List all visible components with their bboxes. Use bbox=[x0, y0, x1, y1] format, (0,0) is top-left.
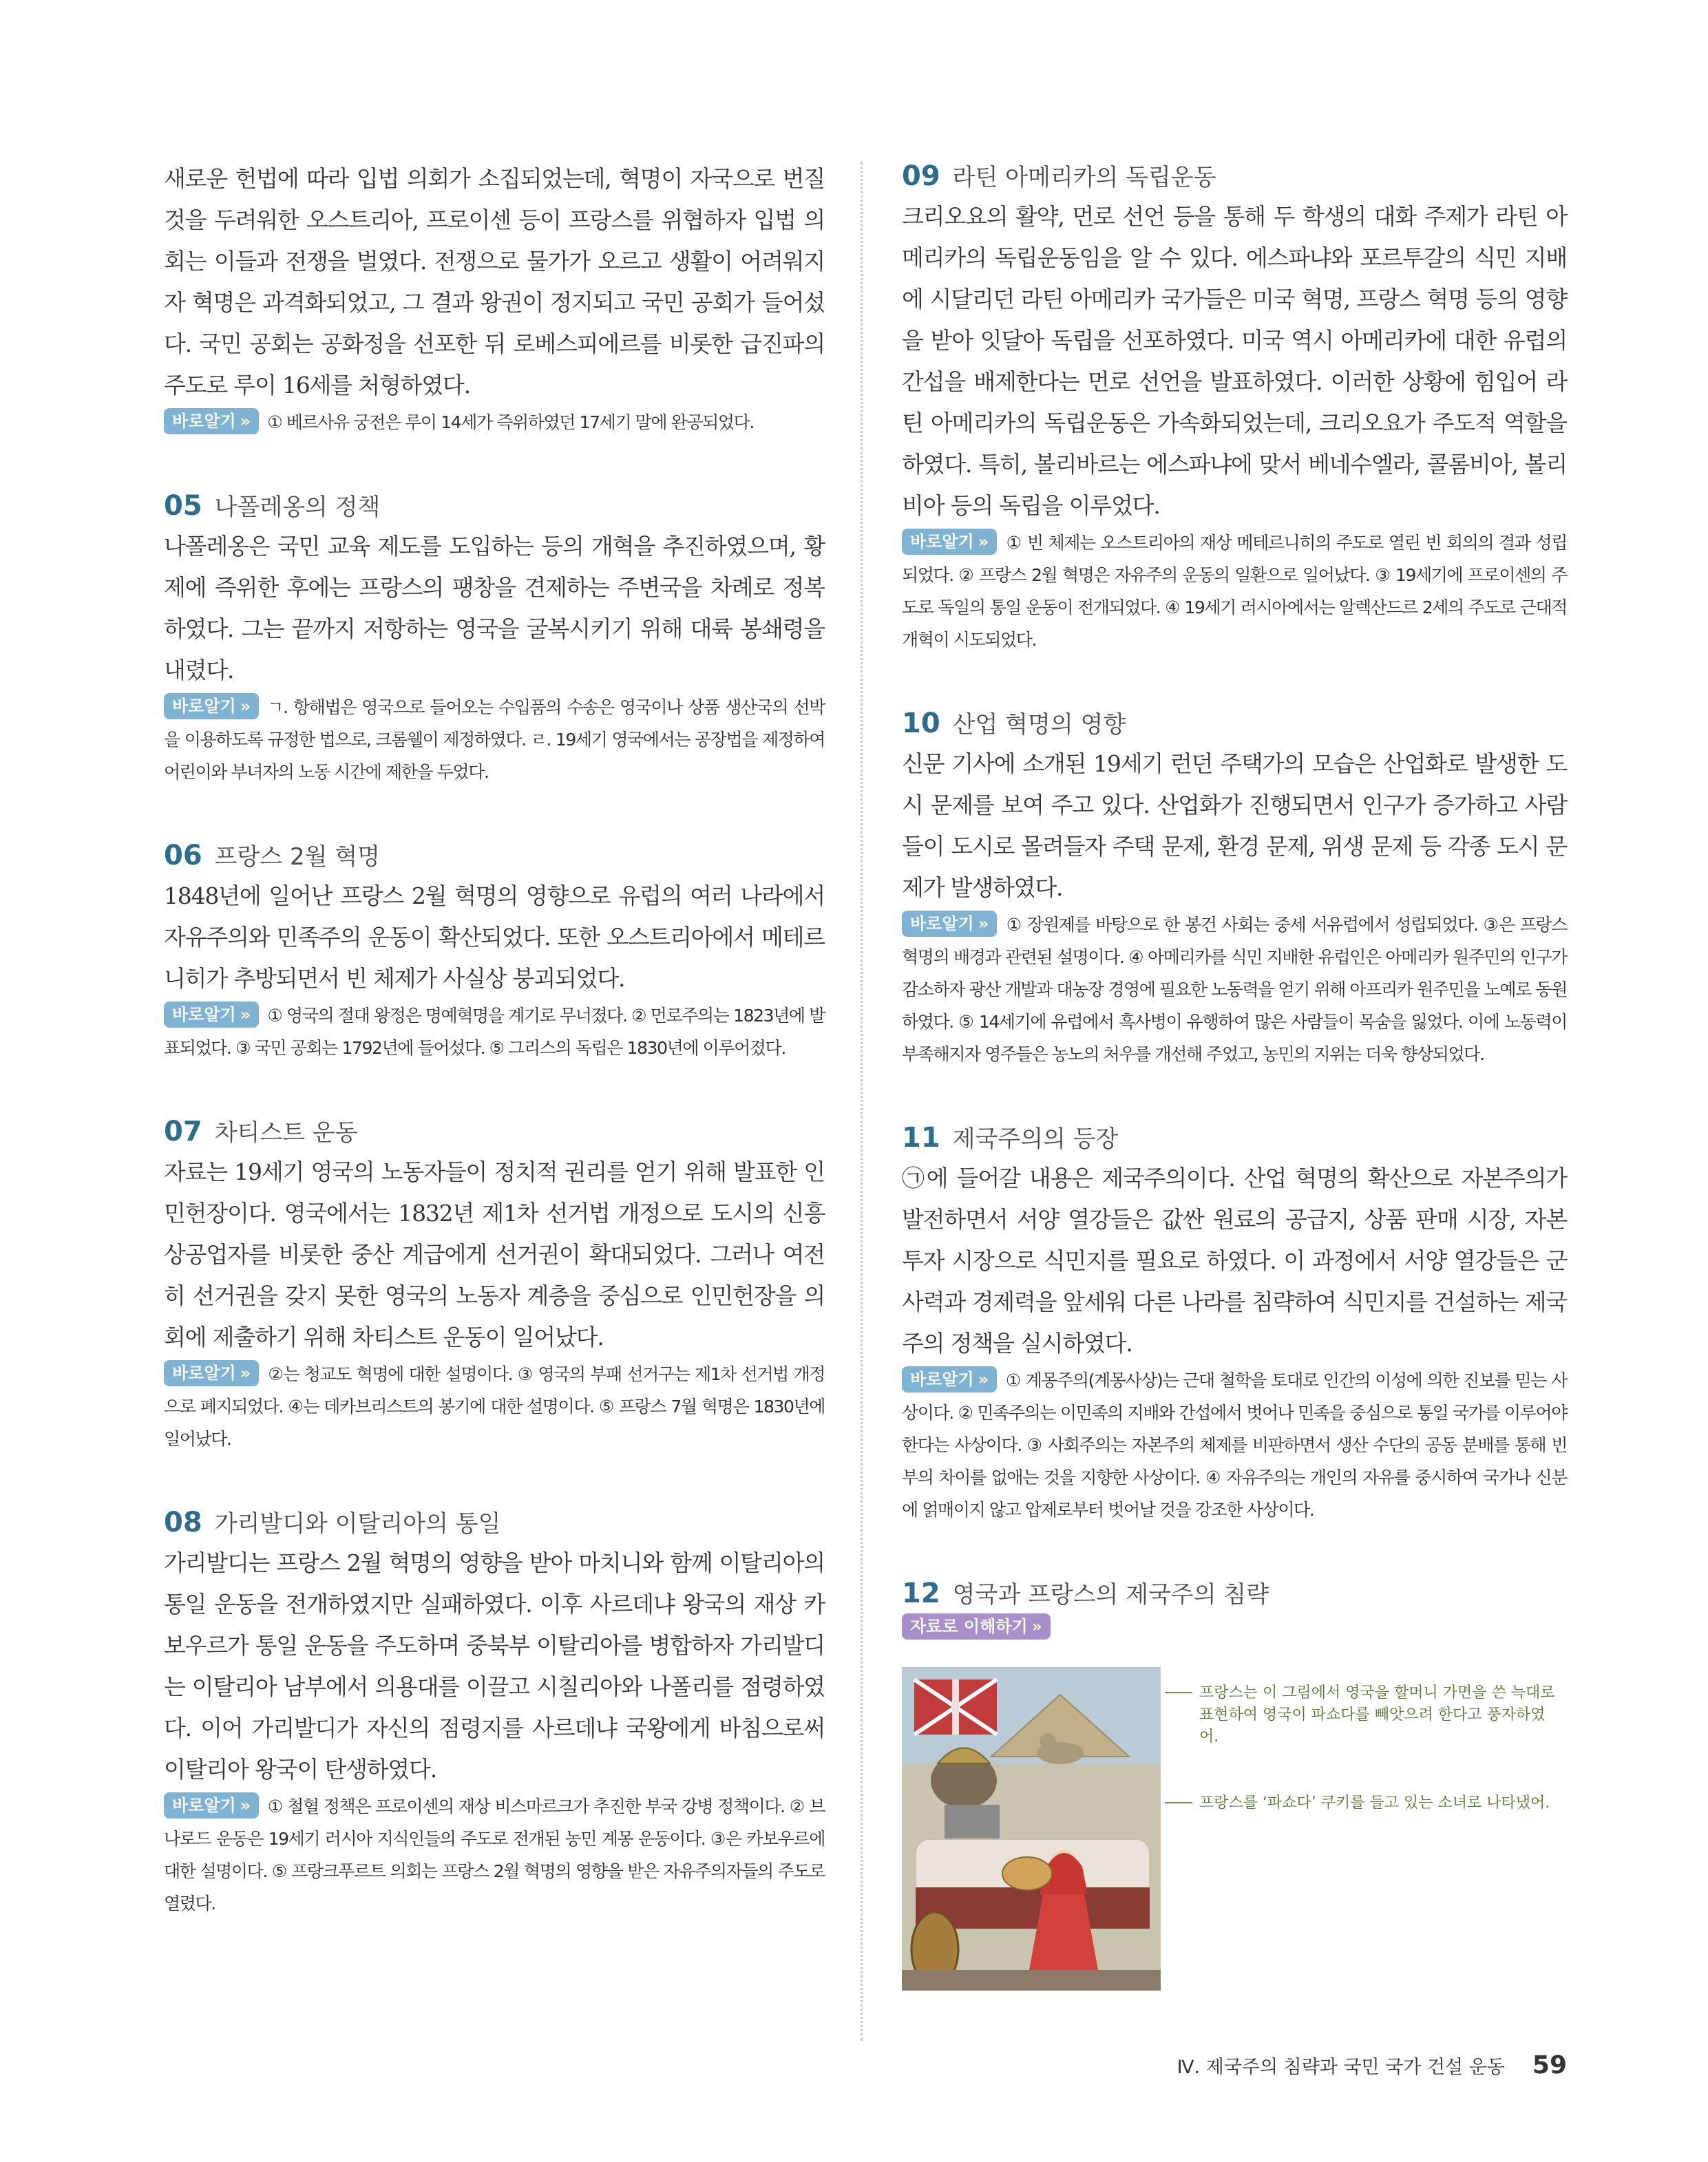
double-chevron-icon: » bbox=[240, 1005, 251, 1024]
section-09 bbox=[902, 158, 1567, 656]
barun-algi-badge: 바로알기 » bbox=[164, 693, 259, 719]
barun-algi-badge: 바로알기 » bbox=[902, 529, 997, 555]
double-chevron-icon: » bbox=[240, 697, 251, 716]
intro-note: 바로알기 » ① 베르사유 궁전은 루이 14세가 즉위하였던 17세기 말에 완공되었다. bbox=[164, 406, 825, 438]
double-chevron-icon: » bbox=[1031, 1616, 1042, 1636]
section-text: 자료는 19세기 영국의 노동자들이 정치적 권리를 얻기 위해 발표한 인민헌장이다. 영국에서는 1832년 제1차 선거법 개정으로 도시의 신흥 상공업자를 비롯한 중산 계급에게 선거권이 확대되었다. 그러나 여전히 선거권을 갖지 못한 영국의 노동자 계층을 중심으로 인민헌장을 의회에 제출하기 위해 차티스트 운동이 일어났다. bbox=[164, 1158, 825, 1350]
section-title: 제국주의의 등장 bbox=[952, 1125, 1119, 1153]
section-text: 신문 기사에 소개된 19세기 런던 주택가의 모습은 산업화로 발생한 도시 문제를 보여 주고 있다. 산업화가 진행되면서 인구가 증가하고 사람들이 도시로 몰려들자 주택 문제, 환경 문제, 위생 문제 등 각종 도시 문제가 발생하였다. bbox=[902, 750, 1567, 901]
section-note: 바로알기 » ① 계몽주의(계몽사상)는 근대 철학을 토대로 인간의 이성에 의한 진보를 믿는 사상이다. ② 민족주의는 이민족의 지배와 간섭에서 벗어나 민족을 중심으로 통일 국가를 이루어야 한다는 사상이다. ③ 사회주의는 자본주의 체제를 비판하면서 생산 수단의 공동 분배를 통해 빈부의 차이를 없애는 것을 지향한 사상이다. ④ 자유주의는 개인의 자유를 중시하여 국가나 신분에 얽매이지 않고 압제로부터 벗어날 것을 강조한 사상이다. bbox=[902, 1364, 1567, 1526]
cartoon-illustration bbox=[902, 1667, 1161, 1991]
section-number: 11 bbox=[902, 1122, 940, 1154]
section-number: 09 bbox=[902, 160, 940, 192]
section-number: 07 bbox=[164, 1116, 202, 1147]
section-title: 나폴레옹의 정책 bbox=[214, 494, 381, 521]
section-note: 바로알기 » ②는 청교도 혁명에 대한 설명이다. ③ 영국의 부패 선거구는 제1차 선거법 개정으로 폐지되었다. ④는 데카브리스트의 봉기에 대한 설명이다. ⑤ 프랑스 7월 혁명은 1830년에 일어났다. bbox=[164, 1358, 825, 1455]
double-chevron-icon: » bbox=[978, 1370, 989, 1389]
double-chevron-icon: » bbox=[978, 914, 989, 933]
intro-section bbox=[164, 158, 825, 438]
section-title: 산업 혁명의 영향 bbox=[952, 711, 1126, 739]
intro-text: 새로운 헌법에 따라 입법 의회가 소집되었는데, 혁명이 자국으로 번질 것을 두려워한 오스트리아, 프로이센 등이 프랑스를 위협하자 입법 의회는 이들과 전쟁을 벌였다. 전쟁으로 물가가 오르고 생활이 어려워지자 혁명은 과격화되었고, 그 결과 왕권이 정지되고 국민 공회가 들어섰다. 국민 공회는 공화정을 선포한 뒤 로베스피에르를 비롯한 급진파의 주도로 루이 16세를 처형하였다. bbox=[164, 165, 825, 399]
source-badge: 자료로 이해하기 » bbox=[902, 1613, 1051, 1640]
double-chevron-icon: » bbox=[978, 532, 989, 551]
double-chevron-icon: » bbox=[240, 412, 251, 431]
section-title: 라틴 아메리카의 독립운동 bbox=[952, 164, 1216, 191]
section-text: 크리오요의 활약, 먼로 선언 등을 통해 두 학생의 대화 주제가 라틴 아메리카의 독립운동임을 알 수 있다. 에스파냐와 포르투갈의 식민 지배에 시달리던 라틴 아메리카 국가들은 미국 혁명, 프랑스 혁명 등의 영향을 받아 잇달아 독립을 선포하였다. 미국 역시 아메리카에 대한 유럽의 간섭을 배제한다는 먼로 선언을 발표하였다. 이러한 상황에 힘입어 라틴 아메리카의 독립운동은 가속화되었는데, 크리오요가 주도적 역할을 하였다. 특히, 볼리바르는 에스파냐에 맞서 베네수엘라, 콜롬비아, 볼리비아 등의 독립을 이루었다. bbox=[902, 203, 1567, 519]
double-chevron-icon: » bbox=[240, 1796, 251, 1815]
double-chevron-icon: » bbox=[240, 1364, 251, 1383]
section-text: 1848년에 일어난 프랑스 2월 혁명의 영향으로 유럽의 여러 나라에서 자유주의와 민족주의 운동이 확산되었다. 또한 오스트리아에서 메테르니히가 추방되면서 빈 체제가 사실상 붕괴되었다. bbox=[164, 882, 825, 992]
barun-algi-badge: 바로알기 » bbox=[902, 1366, 997, 1392]
fashoda-cartoon-image bbox=[902, 1667, 1161, 1991]
section-note: 바로알기 » ① 장원제를 바탕으로 한 봉건 사회는 중세 서유럽에서 성립되었다. ③은 프랑스 혁명의 배경과 관련된 설명이다. ④ 아메리카를 식민 지배한 유럽인은 아메리카 원주민의 인구가 감소하자 광산 개발과 대농장 경영에 필요한 노동력을 얻기 위해 아프리카 원주민을 노예로 동원하였다. ⑤ 14세기에 유럽에서 흑사병이 유행하여 많은 사람들이 목숨을 잃었다. 이에 노동력이 부족해지자 영주들은 농노의 처우를 개선해 주었고, 농민의 지위는 더욱 향상되었다. bbox=[902, 909, 1567, 1070]
barun-algi-badge: 바로알기 » bbox=[164, 1360, 259, 1386]
section-note: 바로알기 » ① 철혈 정책은 프로이센의 재상 비스마르크가 추진한 부국 강병 정책이다. ② 브나로드 운동은 19세기 러시아 지식인들의 주도로 전개된 농민 계몽 운동이다. ③은 카보우르에 대한 설명이다. ⑤ 프랑크푸르트 의회는 프랑스 2월 혁명의 영향을 받은 자유주의자들의 주도로 열렸다. bbox=[164, 1790, 825, 1920]
section-text: ㉠에 들어갈 내용은 제국주의이다. 산업 혁명의 확산으로 자본주의가 발전하면서 서양 열강들은 값싼 원료의 공급지, 상품 판매 시장, 자본 투자 시장으로 식민지를 필요로 하였다. 이 과정에서 서양 열강들은 군사력과 경제력을 앞세워 다른 나라를 침략하여 식민지를 건설하는 제국주의 정책을 실시하였다. bbox=[902, 1165, 1567, 1357]
section-text: 나폴레옹은 국민 교육 제도를 도입하는 등의 개혁을 추진하였으며, 황제에 즉위한 후에는 프랑스의 팽창을 견제하는 주변국을 차례로 정복하였다. 그는 끝까지 저항하는 영국을 굴복시키기 위해 대륙 봉쇄령을 내렸다. bbox=[164, 533, 825, 683]
barun-algi-badge: 바로알기 » bbox=[164, 1792, 259, 1819]
callout-girl: 프랑스를 ‘파쇼다’ 쿠키를 들고 있는 소녀로 나타냈어. bbox=[1170, 1792, 1556, 1814]
section-title: 프랑스 2월 혁명 bbox=[214, 843, 380, 871]
section-11 bbox=[902, 1120, 1567, 1526]
chapter-title: Ⅳ. 제국주의 침략과 국민 국가 건설 운동 bbox=[1177, 2057, 1505, 2078]
section-title: 가리발디와 이탈리아의 통일 bbox=[214, 1510, 501, 1538]
section-note: 바로알기 » ① 영국의 절대 왕정은 명예혁명을 계기로 무너졌다. ② 먼로주의는 1823년에 발표되었다. ③ 국민 공회는 1792년에 들어섰다. ⑤ 그리스의 독립은 1830년에 이루어졌다. bbox=[164, 999, 825, 1064]
section-number: 10 bbox=[902, 708, 940, 739]
section-08 bbox=[164, 1505, 825, 1920]
column-divider bbox=[861, 162, 863, 2041]
section-number: 05 bbox=[164, 490, 202, 522]
page-footer bbox=[1177, 2051, 1567, 2079]
page-number: 59 bbox=[1532, 2051, 1567, 2079]
section-note: 바로알기 » ㄱ. 항해법은 영국으로 들어오는 수입품의 수송은 영국이나 상품 생산국의 선박을 이용하도록 규정한 법으로, 크롬웰이 제정하였다. ㄹ. 19세기 영국에서는 공장법을 제정하여 어린이와 부녀자의 노동 시간에 제한을 두었다. bbox=[164, 691, 825, 788]
section-number: 12 bbox=[902, 1578, 940, 1609]
right-column bbox=[902, 158, 1567, 2013]
callout-wolf: 프랑스는 이 그림에서 영국을 할머니 가면을 쓴 늑대로 표현하여 영국이 파쇼다를 빼앗으려 한다고 풍자하였어. bbox=[1170, 1682, 1556, 1748]
section-title: 차티스트 운동 bbox=[214, 1119, 358, 1147]
section-07 bbox=[164, 1114, 825, 1455]
barun-algi-badge: 바로알기 » bbox=[164, 408, 259, 434]
section-10 bbox=[902, 706, 1567, 1070]
section-number: 06 bbox=[164, 840, 202, 871]
section-title: 영국과 프랑스의 제국주의 침략 bbox=[952, 1581, 1269, 1609]
barun-algi-badge: 바로알기 » bbox=[902, 911, 997, 937]
section-05 bbox=[164, 488, 825, 788]
section-note: 바로알기 » ① 빈 체제는 오스트리아의 재상 메테르니히의 주도로 열린 빈 회의의 결과 성립되었다. ② 프랑스 2월 혁명은 자유주의 운동의 일환으로 일어났다. ③ 19세기에 프로이센의 주도로 독일의 통일 운동이 전개되었다. ④ 19세기 러시아에서는 알렉산드르 2세의 주도로 근대적 개혁이 시도되었다. bbox=[902, 527, 1567, 656]
section-06 bbox=[164, 838, 825, 1064]
section-number: 08 bbox=[164, 1507, 202, 1538]
left-column bbox=[164, 158, 825, 1920]
section-text: 가리발디는 프랑스 2월 혁명의 영향을 받아 마치니와 함께 이탈리아의 통일 운동을 전개하였지만 실패하였다. 이후 사르데냐 왕국의 재상 카보우르가 통일 운동을 주도하며 중북부 이탈리아를 병합하자 가리발디는 이탈리아 남부에서 의용대를 이끌고 시칠리아와 나폴리를 점령하였다. 이어 가리발디가 자신의 점령지를 사르데냐 국왕에게 바침으로써 이탈리아 왕국이 탄생하였다. bbox=[164, 1549, 825, 1783]
fashoda-cartoon-figure bbox=[902, 1655, 1567, 2013]
section-12 bbox=[902, 1576, 1567, 2013]
barun-algi-badge: 바로알기 » bbox=[164, 1001, 259, 1028]
